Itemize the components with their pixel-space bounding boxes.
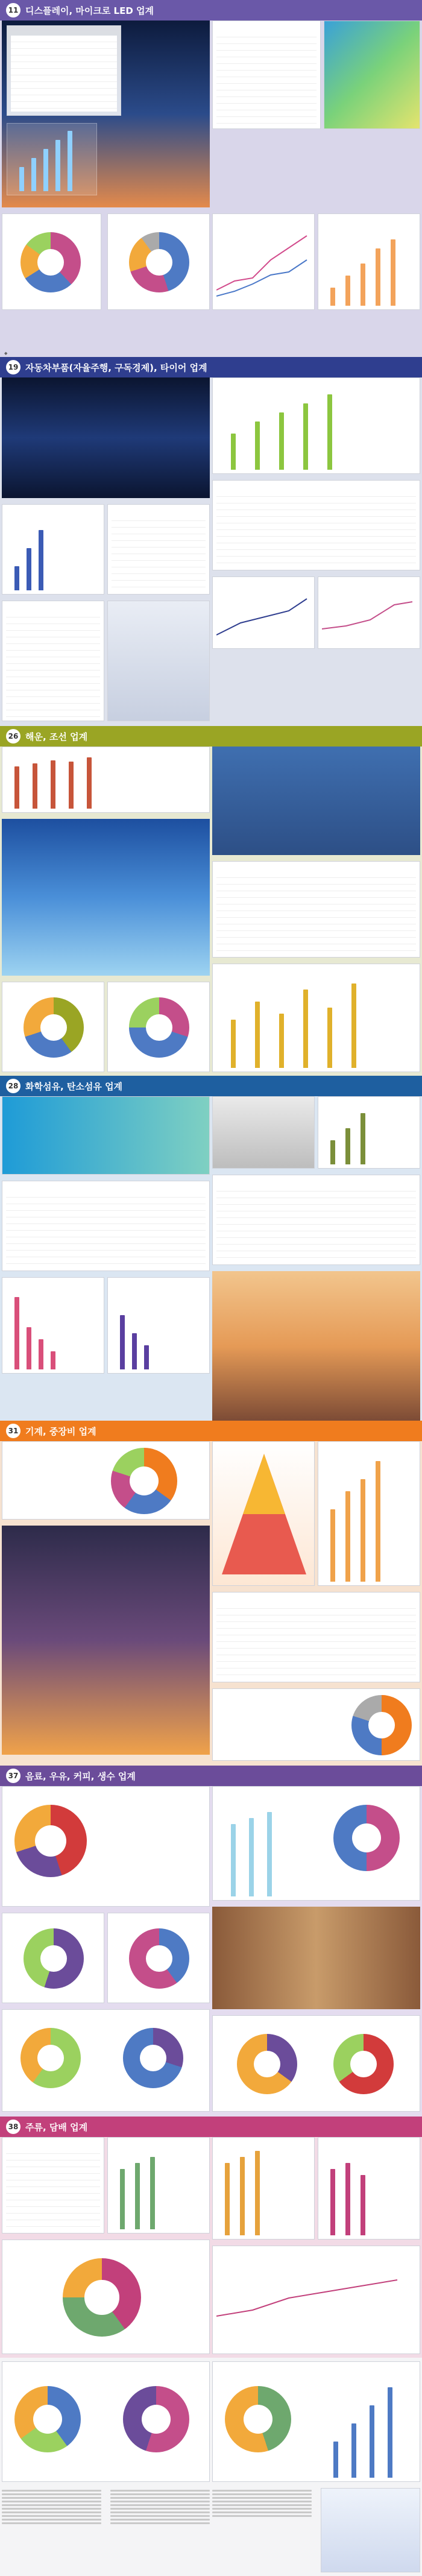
table-grid bbox=[216, 490, 416, 566]
table-grid bbox=[6, 1191, 206, 1267]
hero-image bbox=[212, 747, 420, 855]
donut-chart bbox=[14, 1805, 87, 1877]
section-title: 기계, 중장비 업계 bbox=[25, 1425, 96, 1437]
bar bbox=[51, 1351, 55, 1369]
left-page bbox=[2, 2361, 210, 2576]
chart-panel bbox=[212, 2361, 420, 2482]
section-header bbox=[0, 726, 422, 747]
chart-panel bbox=[212, 1688, 420, 1761]
table-grid bbox=[112, 514, 206, 590]
table-panel bbox=[212, 21, 321, 129]
bar bbox=[361, 1113, 365, 1164]
hero-image bbox=[212, 1271, 420, 1421]
bar bbox=[267, 1812, 272, 1896]
bar bbox=[388, 2387, 392, 2478]
donut-chart bbox=[123, 2028, 183, 2088]
chart-panel bbox=[212, 480, 420, 570]
hero-image bbox=[2, 377, 210, 498]
chart-panel bbox=[212, 576, 315, 649]
chart-panel bbox=[2, 2361, 210, 2482]
right-page bbox=[212, 2137, 420, 2358]
table-grid bbox=[216, 31, 316, 125]
chart-panel bbox=[107, 1913, 210, 2003]
section-display bbox=[0, 0, 422, 357]
bar bbox=[225, 2163, 230, 2235]
bar bbox=[31, 158, 36, 191]
bar bbox=[144, 1345, 149, 1369]
chart-panel bbox=[2, 2240, 210, 2354]
right-page bbox=[212, 2361, 420, 2576]
bar bbox=[303, 990, 308, 1068]
donut-chart bbox=[111, 1448, 177, 1514]
bar bbox=[120, 2169, 125, 2229]
chart-panel bbox=[7, 123, 97, 195]
bar bbox=[69, 762, 74, 809]
chart-panel bbox=[212, 2137, 315, 2240]
bar bbox=[330, 288, 335, 306]
table-panel bbox=[107, 504, 210, 595]
chart-panel bbox=[212, 964, 420, 1072]
bar bbox=[279, 1014, 284, 1068]
image-panel bbox=[324, 21, 420, 129]
bar bbox=[68, 131, 72, 191]
left-page bbox=[2, 747, 210, 1076]
bar bbox=[150, 2157, 155, 2229]
bar bbox=[132, 1333, 137, 1369]
bar bbox=[345, 1491, 350, 1582]
chart-panel bbox=[2, 1913, 104, 2003]
section-number: 28 bbox=[6, 1079, 20, 1093]
section-title: 해운, 조선 업계 bbox=[25, 731, 88, 742]
line-chart bbox=[216, 587, 310, 645]
bar bbox=[376, 1461, 380, 1582]
article-body bbox=[110, 2488, 210, 2526]
hero-image bbox=[212, 1907, 420, 2009]
donut-chart bbox=[129, 1928, 189, 1989]
right-page bbox=[212, 1786, 420, 2117]
section-auto-parts bbox=[0, 357, 422, 726]
image-panel bbox=[212, 1096, 315, 1169]
section-title: 주류, 담배 업계 bbox=[25, 2121, 88, 2133]
donut-chart bbox=[225, 2386, 291, 2452]
chart-panel bbox=[2, 1441, 210, 1520]
bar bbox=[120, 1315, 125, 1369]
chart-panel bbox=[212, 1441, 315, 1586]
bar bbox=[231, 1020, 236, 1068]
section-beverages bbox=[0, 1766, 422, 2117]
bar bbox=[27, 548, 31, 590]
table-grid bbox=[6, 2147, 100, 2229]
bar bbox=[33, 763, 37, 809]
bar bbox=[249, 1818, 254, 1896]
section-header bbox=[0, 0, 422, 21]
section-header bbox=[0, 1766, 422, 1786]
chart-panel bbox=[212, 1592, 420, 1682]
bar bbox=[279, 412, 284, 470]
section-number: 31 bbox=[6, 1424, 20, 1438]
section-number: 26 bbox=[6, 729, 20, 743]
donut-chart bbox=[237, 2034, 297, 2094]
left-page bbox=[2, 21, 210, 357]
donut-chart bbox=[20, 2028, 81, 2088]
donut-chart bbox=[351, 1695, 412, 1755]
bar bbox=[231, 434, 236, 470]
chart-panel bbox=[2, 747, 210, 813]
right-page bbox=[212, 1096, 420, 1421]
chart-panel bbox=[2, 982, 104, 1072]
hero-image bbox=[2, 1526, 210, 1755]
image-panel bbox=[321, 2488, 420, 2572]
right-page bbox=[212, 377, 420, 726]
table-grid bbox=[216, 1602, 416, 1678]
article-body bbox=[2, 2488, 101, 2526]
section-number: 19 bbox=[6, 360, 20, 374]
table-panel bbox=[2, 2137, 104, 2233]
left-page bbox=[2, 377, 210, 726]
section-chemical-fiber bbox=[0, 1076, 422, 1421]
section-header bbox=[0, 2117, 422, 2137]
left-page bbox=[2, 2137, 210, 2358]
chart-panel bbox=[318, 576, 420, 649]
chart-panel bbox=[212, 1175, 420, 1265]
chart-panel bbox=[2, 2009, 210, 2112]
donut-chart bbox=[333, 2034, 394, 2094]
chart-panel bbox=[2, 504, 104, 595]
chart-panel bbox=[212, 377, 420, 474]
bar bbox=[361, 1479, 365, 1582]
line-chart bbox=[216, 2256, 415, 2346]
chart-panel bbox=[212, 2246, 420, 2354]
left-page bbox=[2, 1096, 210, 1421]
donut-chart bbox=[14, 2386, 81, 2452]
bar bbox=[27, 1327, 31, 1369]
chart-panel bbox=[212, 861, 420, 958]
table-grid bbox=[216, 1185, 416, 1261]
donut-chart bbox=[129, 997, 189, 1058]
chart-panel bbox=[2, 1786, 210, 1907]
bar bbox=[14, 766, 19, 809]
table-panel bbox=[2, 1096, 210, 1175]
page-number: ◆ bbox=[4, 351, 8, 356]
left-page bbox=[2, 1441, 210, 1766]
bar bbox=[14, 566, 19, 590]
section-title: 디스플레이, 마이크로 LED 업계 bbox=[25, 5, 154, 16]
donut-chart bbox=[63, 2258, 141, 2337]
bar bbox=[330, 1140, 335, 1164]
bar bbox=[240, 2157, 245, 2235]
section-number: 37 bbox=[6, 1769, 20, 1783]
section-shipping bbox=[0, 726, 422, 1076]
bar bbox=[87, 757, 92, 809]
line-chart bbox=[322, 587, 416, 645]
section-header bbox=[0, 1421, 422, 1441]
section-infographic bbox=[0, 2358, 422, 2576]
bar bbox=[351, 2423, 356, 2478]
chart-panel bbox=[2, 213, 101, 310]
bar bbox=[327, 394, 332, 470]
bar bbox=[333, 2442, 338, 2478]
chart-panel bbox=[212, 2015, 420, 2112]
chart-panel bbox=[318, 213, 420, 310]
bar bbox=[376, 248, 380, 306]
bar bbox=[43, 149, 48, 191]
chart-panel bbox=[2, 601, 104, 721]
donut-chart bbox=[123, 2386, 189, 2452]
bar bbox=[55, 140, 60, 191]
image-panel bbox=[107, 601, 210, 721]
donut-chart bbox=[20, 232, 81, 292]
donut-chart bbox=[24, 1928, 84, 1989]
right-page bbox=[212, 1441, 420, 1766]
chart-panel bbox=[318, 1096, 420, 1169]
right-page bbox=[212, 747, 420, 1076]
bar bbox=[39, 530, 43, 590]
section-header bbox=[0, 357, 422, 377]
bar bbox=[351, 983, 356, 1068]
donut-chart bbox=[24, 997, 84, 1058]
left-page bbox=[2, 1786, 210, 2117]
bar bbox=[330, 1509, 335, 1582]
chart-panel bbox=[107, 982, 210, 1072]
section-machinery bbox=[0, 1421, 422, 1766]
table-panel bbox=[2, 1181, 210, 1271]
bar bbox=[51, 760, 55, 809]
bar bbox=[255, 421, 260, 470]
section-number: 38 bbox=[6, 2120, 20, 2134]
bar bbox=[255, 2151, 260, 2235]
bar bbox=[330, 2169, 335, 2235]
bar bbox=[39, 1339, 43, 1369]
donut-chart bbox=[129, 232, 189, 292]
bar bbox=[361, 2175, 365, 2235]
bar bbox=[255, 1002, 260, 1068]
section-title: 자동차부품(자율주행, 구독경제), 타이어 업계 bbox=[25, 362, 207, 373]
chart-panel bbox=[107, 1277, 210, 1374]
hero-image bbox=[2, 819, 210, 976]
bar bbox=[19, 167, 24, 191]
bar bbox=[135, 2163, 140, 2229]
chart-panel bbox=[212, 1786, 420, 1901]
section-title: 화학섬유, 탄소섬유 업계 bbox=[25, 1081, 123, 1092]
table-grid bbox=[216, 871, 416, 953]
bar bbox=[345, 1128, 350, 1164]
bar bbox=[327, 1008, 332, 1068]
bar bbox=[231, 1824, 236, 1896]
bar bbox=[370, 2405, 374, 2478]
bar bbox=[361, 264, 365, 306]
chart-panel bbox=[107, 2137, 210, 2233]
bar bbox=[14, 1297, 19, 1369]
chart-panel bbox=[212, 213, 315, 310]
section-title: 음료, 우유, 커피, 생수 업계 bbox=[25, 1770, 136, 1782]
bar bbox=[391, 239, 395, 306]
donut-chart bbox=[333, 1805, 400, 1871]
bar bbox=[345, 276, 350, 306]
article-body bbox=[212, 2488, 312, 2519]
chart-panel bbox=[7, 25, 121, 116]
chart-panel bbox=[318, 1441, 420, 1586]
bar bbox=[303, 403, 308, 470]
bar bbox=[345, 2163, 350, 2235]
table-grid bbox=[6, 611, 100, 717]
line-chart bbox=[216, 224, 310, 302]
chart-panel bbox=[2, 1277, 104, 1374]
chart-panel bbox=[107, 213, 210, 310]
section-number: 11 bbox=[6, 3, 20, 17]
table-grid bbox=[11, 36, 117, 112]
section-liquor bbox=[0, 2117, 422, 2358]
right-page bbox=[212, 21, 420, 357]
pyramid-chart bbox=[222, 1454, 306, 1574]
chart-panel bbox=[318, 2137, 420, 2240]
section-header bbox=[0, 1076, 422, 1096]
